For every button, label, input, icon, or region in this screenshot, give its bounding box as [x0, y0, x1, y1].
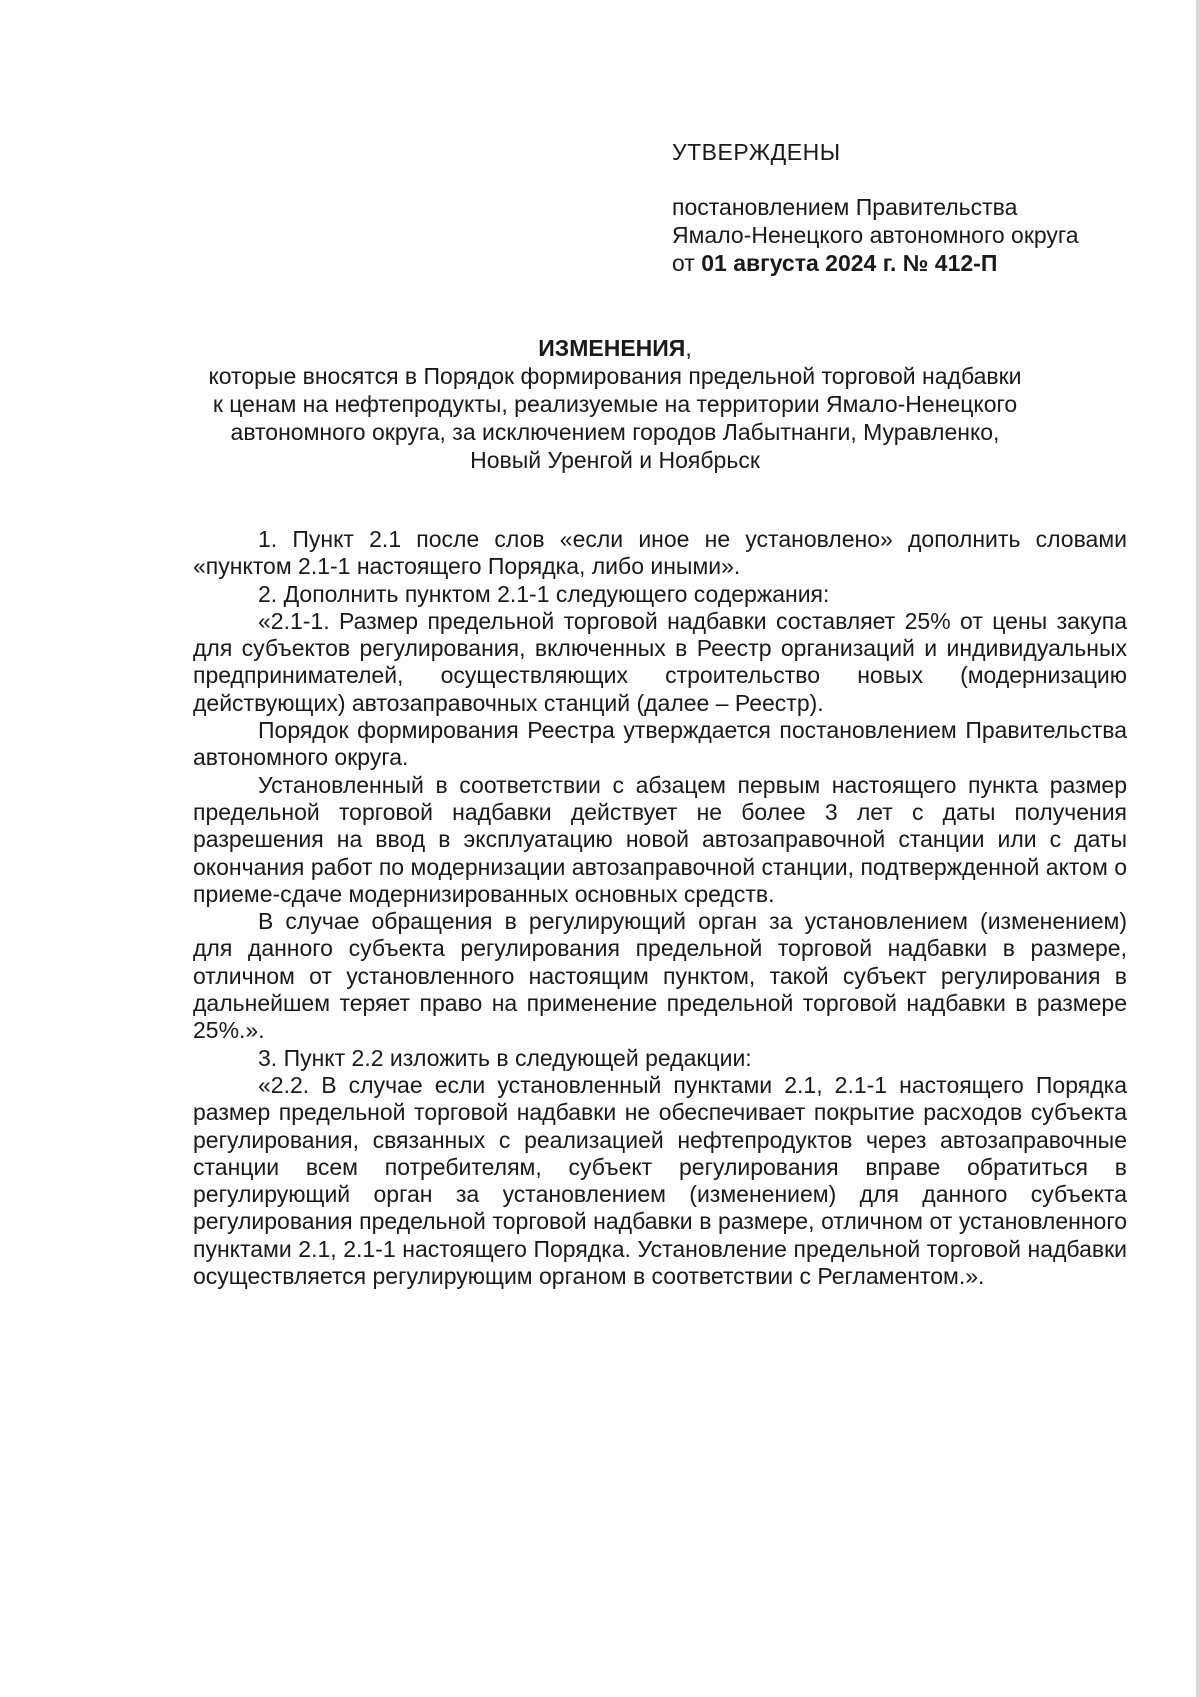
paragraph-2: 2. Дополнить пунктом 2.1-1 следующего содержания:: [258, 580, 830, 607]
document-heading: ИЗМЕНЕНИЯ: [538, 335, 686, 361]
paragraph-8: «2.2. В случае если установленный пунктами 2.1, 2.1-1 настоящего Порядка размер предельной торговой надбавки не обеспечивает покрытие расходов субъекта регулирования, связанных с реализацией нефтепродуктов через автозаправочные станции всем потребителям, субъект регулирования вправе обратиться в регулирующий орган за установлением (изменением) для данного субъекта регулирования предельной торговой надбавки в размере, отличном от установленного пунктами 2.1, 2.1-1 настоящего Порядка. Установление предельной торговой надбавки осуществляется регулирующим органом в соответствии с Регламентом.».: [193, 1071, 1127, 1290]
approval-block: [672, 138, 1172, 277]
approval-stamp: УТВЕРЖДЕНЫ: [672, 139, 841, 165]
document-title-block: [190, 334, 1040, 474]
approval-line-1: постановлением Правительства: [672, 194, 1018, 220]
paragraph-3: «2.1-1. Размер предельной торговой надбавки составляет 25% от цены закупа для субъектов регулирования, включенных в Реестр организаций и индивидуальных предпринимателей, осуществляющих строительство новых (модернизацию действующих) автозаправочных станций (далее – Реестр).: [193, 607, 1127, 716]
paragraph-5: Установленный в соответствии с абзацем первым настоящего пункта размер предельной торговой надбавки действует не более 3 лет с даты получения разрешения на ввод в эксплуатацию новой автозаправочной станции или с даты окончания работ по модернизации автозаправочной станции, подтвержденной актом о приеме-сдаче модернизированных основных средств.: [193, 771, 1127, 907]
paragraph-6: В случае обращения в регулирующий орган за установлением (изменением) для данного субъекта регулирования предельной торговой надбавки в размере, отличном от установленного настоящим пунктом, такой субъект регулирования в дальнейшем теряет право на применение предельной торговой надбавки в размере 25%.».: [193, 908, 1127, 1044]
document-heading-suffix: ,: [685, 335, 692, 361]
subtitle-line-1: которые вносятся в Порядок формирования предельной торговой надбавки: [208, 363, 1022, 389]
paragraph-1: 1. Пункт 2.1 после слов «если иное не установлено» дополнить словами «пунктом 2.1-1 настоящего Порядка, либо иными».: [193, 526, 1127, 580]
approval-date-prefix: от: [672, 250, 695, 276]
page-edge-shadow: [1196, 0, 1200, 1697]
subtitle-line-4: Новый Уренгой и Ноябрьск: [470, 447, 760, 473]
approval-date-line: [672, 249, 1172, 277]
approval-line-2: Ямало-Ненецкого автономного округа: [672, 222, 1079, 248]
approval-date-number: 01 августа 2024 г. № 412-П: [701, 250, 998, 276]
paragraph-4: Порядок формирования Реестра утверждается постановлением Правительства автономного округа.: [193, 717, 1127, 771]
subtitle-line-2: к ценам на нефтепродукты, реализуемые на территории Ямало-Ненецкого: [212, 391, 1018, 417]
paragraph-7: 3. Пункт 2.2 изложить в следующей редакции:: [258, 1044, 752, 1071]
subtitle-line-3: автономного округа, за исключением городов Лабытнанги, Муравленко,: [230, 419, 1000, 445]
document-body: [193, 526, 1127, 1290]
document-heading-line: [190, 334, 1040, 362]
